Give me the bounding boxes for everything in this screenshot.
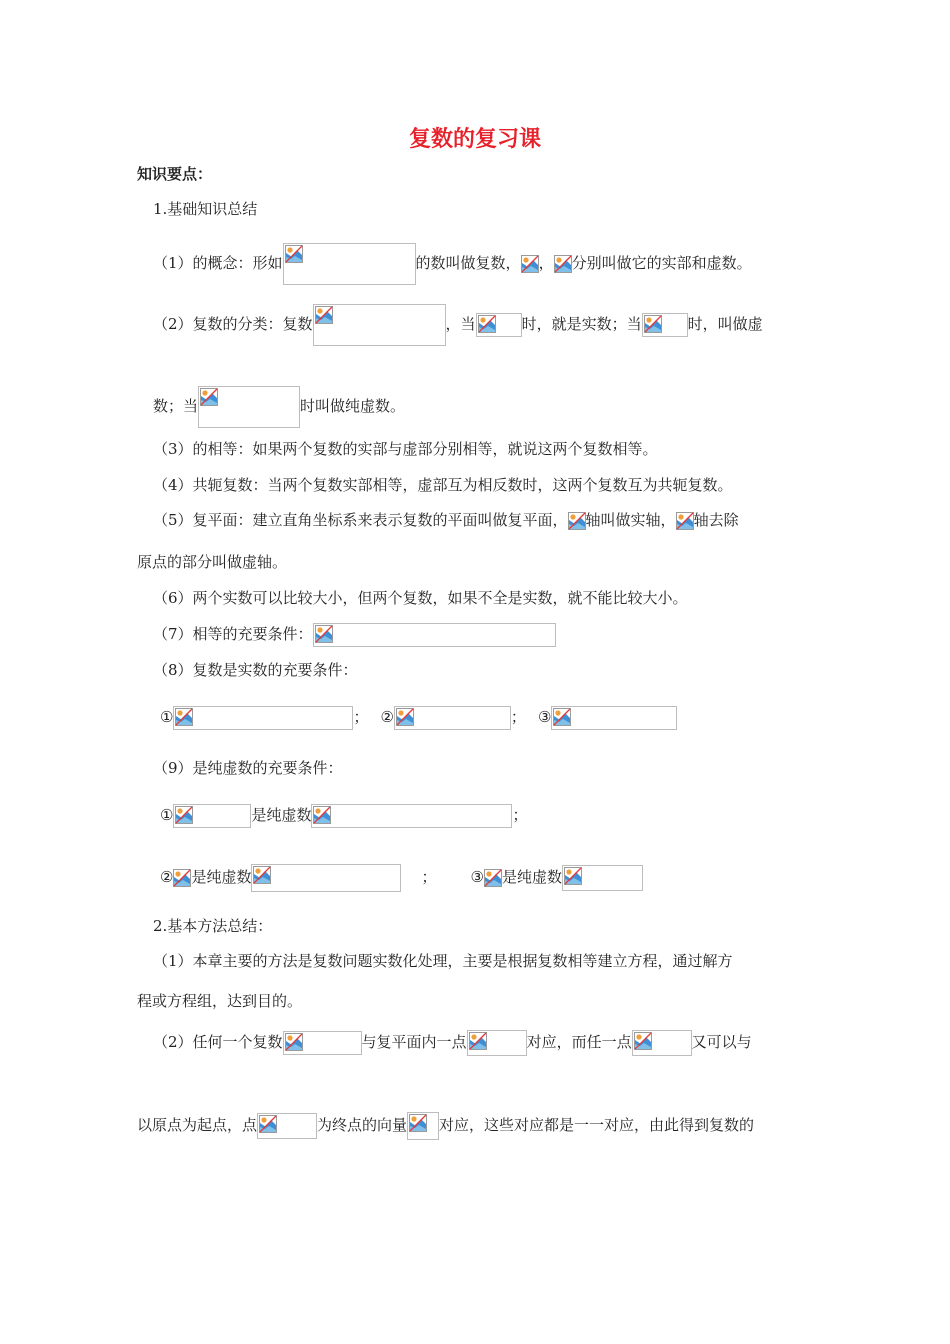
broken-image-icon — [484, 869, 502, 887]
method-1-continuation: 程或方程组，达到目的。 — [137, 992, 303, 1010]
formula-image — [568, 512, 586, 530]
broken-image-icon — [554, 255, 572, 273]
formula-image — [551, 706, 677, 730]
item-2-continuation: 数；当 时叫做纯虚数。 — [153, 386, 405, 428]
item-9-line: （9）是纯虚数的充要条件： — [153, 759, 343, 777]
broken-image-icon — [313, 806, 331, 824]
document-title: 复数的复习课 — [408, 127, 541, 152]
item-5-continuation: 原点的部分叫做虚轴。 — [137, 553, 288, 571]
subsection-methods: 2.基本方法总结： — [153, 917, 273, 935]
broken-image-icon — [315, 306, 333, 324]
item-2-line: （2）复数的分类：复数 ，当 时，就是实数；当 时，叫做虚 — [153, 304, 763, 346]
formula-image — [251, 864, 401, 892]
formula-image — [198, 386, 300, 428]
section-heading: 知识要点： — [137, 165, 213, 183]
formula-image — [521, 255, 539, 273]
broken-image-icon — [564, 867, 582, 885]
formula-image — [173, 869, 191, 887]
broken-image-icon — [634, 1032, 652, 1050]
broken-image-icon — [553, 708, 571, 726]
formula-image — [173, 804, 251, 828]
formula-image — [467, 1030, 527, 1056]
item-1-line: （1）的概念：形如 的数叫做复数， ， 分别叫做它的实部和虚数。 — [153, 243, 752, 285]
broken-image-icon — [396, 708, 414, 726]
broken-image-icon — [285, 1033, 303, 1051]
broken-image-icon — [644, 315, 662, 333]
broken-image-icon — [173, 869, 191, 887]
item-5-line: （5）复平面：建立直角坐标系来表示复数的平面叫做复平面， 轴叫做实轴， 轴去除 — [153, 511, 739, 529]
formula-image — [313, 623, 556, 647]
item-4-line: （4）共轭复数：当两个复数实部相等，虚部互为相反数时，这两个复数互为共轭复数。 — [153, 476, 733, 494]
broken-image-icon — [200, 388, 218, 406]
broken-image-icon — [175, 708, 193, 726]
formula-image — [642, 313, 688, 337]
formula-image — [407, 1112, 439, 1140]
item-8-line: （8）复数是实数的充要条件： — [153, 661, 358, 679]
formula-image — [676, 512, 694, 530]
method-2-line: （2）任何一个复数 与复平面内一点 对应，而任一点 又可以与 — [153, 1030, 752, 1056]
broken-image-icon — [568, 512, 586, 530]
formula-image — [476, 313, 522, 337]
subsection-basic: 1.基础知识总结 — [153, 200, 258, 218]
broken-image-icon — [409, 1114, 427, 1132]
formula-image — [554, 255, 572, 273]
method-1-line: （1）本章主要的方法是复数问题实数化处理，主要是根据复数相等建立方程，通过解方 — [153, 952, 733, 970]
broken-image-icon — [285, 245, 303, 263]
item-7-line: （7）相等的充要条件： — [153, 623, 556, 647]
formula-image — [283, 1031, 362, 1055]
formula-image — [313, 304, 446, 346]
item-9-condition-1: ① 是纯虚数 ； — [160, 804, 527, 828]
broken-image-icon — [175, 806, 193, 824]
item-8-conditions: ① ； ② ； ③ — [160, 706, 677, 730]
formula-image — [257, 1113, 317, 1139]
formula-image — [394, 706, 511, 730]
method-2-continuation: 以原点为起点，点 为终点的向量 对应，这些对应都是一一对应，由此得到复数的 — [137, 1112, 754, 1140]
item-6-line: （6）两个实数可以比较大小，但两个复数，如果不全是实数，就不能比较大小。 — [153, 589, 688, 607]
formula-image — [484, 869, 502, 887]
formula-image — [632, 1030, 692, 1056]
broken-image-icon — [259, 1115, 277, 1133]
formula-image — [173, 706, 353, 730]
item-9-conditions-2-3: ② 是纯虚数 ； ③ 是纯虚数 — [160, 864, 643, 892]
broken-image-icon — [469, 1032, 487, 1050]
broken-image-icon — [478, 315, 496, 333]
broken-image-icon — [521, 255, 539, 273]
broken-image-icon — [676, 512, 694, 530]
broken-image-icon — [253, 866, 271, 884]
item-3-line: （3）的相等：如果两个复数的实部与虚部分别相等，就说这两个复数相等。 — [153, 440, 658, 458]
formula-image — [562, 865, 643, 891]
broken-image-icon — [315, 625, 333, 643]
formula-image — [283, 243, 416, 285]
formula-image — [311, 804, 512, 828]
